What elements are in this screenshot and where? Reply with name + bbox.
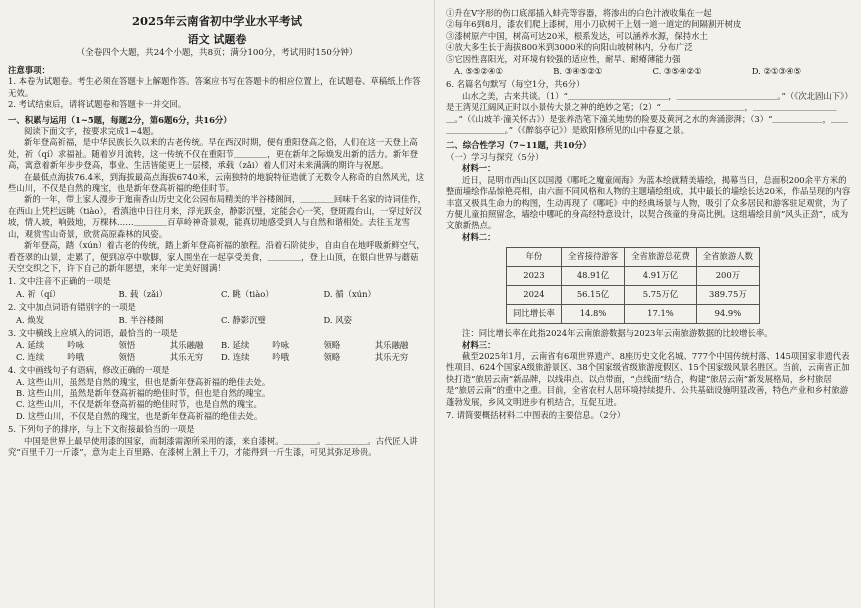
option-c: C. 眺（tiào） — [221, 288, 274, 299]
question-4-stem: 4. 文中画线句子有语病，修改正确的一项是 — [8, 365, 170, 376]
option-a: A. 这些山川，虽然是自然的瑰宝，但也是新年登高祈福的绝佳去处。 — [16, 376, 271, 387]
sentence-item: ②每年6到8月，漆农们爬上漆树，用小刀砍树干上划一道一道定的间隔割开树皮 — [446, 19, 742, 30]
table-cell: 同比增长率 — [507, 305, 562, 324]
table-header-cell: 年份 — [507, 248, 562, 267]
option-cell: A. 延续 — [16, 340, 45, 351]
option-d: D. ②①③④⑤ — [751, 66, 802, 77]
table-cell: 2024 — [507, 286, 562, 305]
passage-paragraph: 在最低点海拔76.4米，到海拔最高点海拔6740米，云南独特的地貌特征造就了无数令人称奇的自然风光，这些山川，不仅是自然的瑰宝，也是新年登高祈福的绝佳时节。 — [8, 171, 425, 194]
option-b: B. 半谷楼阁 — [118, 314, 164, 325]
question-1-options — [16, 289, 426, 300]
section1-heading: 一、积累与运用（1~5题，每题2分，第6题6分，共16分） — [8, 114, 232, 125]
option-cell: 其乐融融 — [169, 340, 204, 351]
option-cell: 吟咏 — [67, 340, 84, 351]
table-cell: 4.91万亿 — [625, 267, 697, 286]
option-c: C. ③⑤④②① — [652, 66, 702, 77]
table-cell: 48.91亿 — [561, 267, 624, 286]
question-2-stem: 2. 文中加点词语有错别字的一项是 — [8, 302, 136, 313]
page-divider — [434, 0, 435, 608]
option-c: C. 这些山川，不仅是新年登高祈福的绝佳时节，也是自然的瑰宝。 — [16, 399, 262, 410]
question-6-text: 山水之美，古来共谈。（1）“＿＿＿＿＿＿＿＿＿＿＿＿，＿＿＿＿＿＿＿＿＿＿＿＿。”（《次北固山下》）是王湾见江阔风正时以小景传大景之神的绝妙之笔；（2）“＿＿＿＿＿＿＿＿＿＿，＿＿＿＿＿＿＿＿＿＿＿。”（《山坡羊·潼关怀古》）是张养浩笔下潼关地势的险要及黄河之水的奔涌澎湃；（3）“＿＿＿＿＿＿，＿＿＿＿＿＿＿＿＿。”（《醉翁亭记》）是欧阳修所见的山中春夏之景。 — [446, 90, 849, 136]
table-row — [507, 286, 760, 305]
table-cell: 200万 — [696, 267, 759, 286]
table-note: 注：同比增长率在此指2024年云南旅游数据与2023年云南旅游数据的比较增长率。 — [462, 328, 773, 339]
option-cell: 其乐无穷 — [374, 351, 409, 362]
left-page — [8, 0, 426, 458]
question-6-stem: 6. 名篇名句默写（每空1分，共6分） — [446, 79, 585, 90]
question-2-options — [16, 315, 426, 326]
table-cell: 5.75万亿 — [625, 286, 697, 305]
table-cell: 56.15亿 — [561, 286, 624, 305]
question-5-text: 中国是世界上最早使用漆的国家，而制漆需源所采用的漆，来自漆树。＿＿＿＿。＿＿＿＿＿。古代匠人讲究“百里千刀一斤漆”，意为走上百里路、在漆树上割上千刀，才能得到一斤生漆，可见其弥足珍贵。 — [8, 435, 418, 457]
option-cell: 吟哦 — [272, 351, 289, 362]
passage-paragraph: 新的一年，带上家人漫步于迤南香山历史文化公园布局精美的半谷楼阁间，＿＿＿＿回味千名家的诗词佳作，在西山上凭栏远眺（tiào），看滇池中日往月来，浮光跃金，静影沉璧，定能会心一笑，登斑霞台山，一穿过好汉坡，情人坡，响鼓地，万棵林……＿＿＿＿百草岭神奇景观，能真切地感受到人与自然和谐相处。去往玉龙雪山，观赏雪山奇景，欣赏高原森林的风姿。 — [8, 194, 426, 239]
exam-subtitle: 语文 试题卷 — [187, 33, 247, 46]
note-item: 2. 考试结束后，请将试题卷和答题卡一并交回。 — [8, 99, 187, 110]
table-cell: 389.75万 — [696, 286, 759, 305]
question-3-options — [16, 340, 426, 363]
option-d: D. 这些山川，不仅是自然的瑰宝，也是新年登高祈福的绝佳去处。 — [16, 410, 263, 421]
table-cell: 2023 — [507, 267, 562, 286]
section2-subheading: （一）学习与探究（5分） — [446, 151, 544, 162]
option-a: A. 焕发 — [16, 314, 45, 325]
option-cell: 领悟 — [118, 340, 136, 351]
material-1-text: 近日，昆明市西山区以国漫《哪吒之魔童闹海》为蓝本绘就精美墙绘，揭幕当日，总面积200余平方米的整面墙绘作品惊艳亮相，由六面不同风格和人物的主题墙绘组成，其中最长的墙绘长达20米，作品呈现的内容丰富又极具生命力的构图，生动再现了《哪吒》中的经典场景与人物，吸引了众多居民和游客驻足观赏，为了方便儿童拍照留念，墙绘中哪吒的身高经特意设计，以契合孩童的身高比例。这组墙绘目前“风头正劲”，成为文旅新热点。 — [446, 174, 851, 231]
note-item: 1. 本卷为试题卷。考生必须在答题卡上解题作答。答案应书写在答题卡的相应位置上，在试题卷、草稿纸上作答无效。 — [8, 76, 421, 98]
option-cell: 吟咏 — [272, 340, 289, 351]
exam-title: 2025年云南省初中学业水平考试 — [131, 14, 302, 28]
table-cell: 14.8% — [561, 305, 624, 324]
option-b: B. ③④⑤②① — [553, 66, 603, 77]
notes-heading: 注意事项： — [8, 65, 50, 75]
question-3-stem: 3. 文中横线上应填入的词语，最恰当的一项是 — [8, 327, 178, 338]
option-cell: C. 连续 — [16, 351, 45, 362]
material-1-title: 材料一： — [462, 163, 496, 174]
tourism-data-table — [506, 247, 760, 324]
table-row — [507, 305, 760, 324]
option-cell: B. 延续 — [221, 340, 250, 351]
table-cell: 94.9% — [696, 305, 759, 324]
option-b: B. 载（zǎi） — [118, 288, 168, 299]
passage-paragraph: 新年登高，踏（xún）着古老的传统，踏上新年登高祈福的旅程。沿着石阶徒步，自由自在地呼吸新鲜空气，看苍翠的山景，走累了，便到凉亭中歇脚，家人围坐在一起享受美食，＿＿＿＿，登上山顶，在银白世界与蘑菇天空交织之下，许下自己的新年愿望，来年一定美好圆满！ — [8, 240, 425, 273]
table-header-cell: 全省旅游人数 — [696, 248, 759, 267]
material-2-title: 材料二： — [462, 231, 496, 242]
option-cell: 领略 — [323, 340, 341, 351]
option-a: A. 祈（qí） — [16, 288, 61, 299]
option-cell: 吟哦 — [67, 351, 84, 362]
option-cell: 领悟 — [118, 351, 136, 362]
section2-heading: 二、综合性学习（7~11题，共10分） — [446, 140, 592, 151]
option-a: A. ⑤⑤②④① — [454, 66, 503, 77]
option-cell: 其乐无穷 — [169, 351, 204, 362]
table-header-row — [507, 248, 760, 267]
option-cell: 领略 — [323, 351, 341, 362]
sentence-item: ①升在V字形的伤口底部插入蚌壳等容器，将渗出的白色汁液收集在一起 — [446, 8, 712, 18]
question-1-stem: 1. 文中注音不正确的一项是 — [8, 276, 111, 287]
table-cell: 17.1% — [625, 305, 697, 324]
right-page — [446, 0, 851, 421]
option-c: C. 静影沉璧 — [221, 314, 266, 325]
question-5-stem: 5. 下列句子的排序，与上下文衔接最恰当的一项是 — [8, 424, 195, 435]
option-cell: D. 连续 — [221, 351, 250, 362]
sentence-item: ④放大多生长于海拔800米到3000米的向阳山坡树林内，分布广泛 — [446, 42, 693, 53]
passage-paragraph: 新年登高祈福，是中华民族长久以来的古老传统。早在西汉时期，便有重阳登高之俗，人们在这一天登上高处，祈（qí）求福祉。随着岁月流转，这一传统不仅在重阳节＿＿＿＿，更在新年之际焕发出新的活力。新年登高，寓意着新年步步登高，事业、生活皆能更上一层楼，承载（zǎi）着人们对未来满满的期许与祝愿。 — [8, 137, 419, 171]
option-b: B. 这些山川，虽然是新年登高祈福的绝佳时节，但也是自然的瑰宝。 — [16, 387, 271, 398]
material-3-title: 材料三： — [462, 339, 496, 350]
sentence-item: ⑤它因性喜阳光，对环境有较强的适应性，耐旱、耐瘠薄能力强 — [446, 53, 681, 64]
table-header-cell: 全省接待游客 — [561, 248, 624, 267]
option-d: D. 风姿 — [323, 314, 352, 325]
exam-info: （全卷四个大题，共24个小题，共8页；满分100分，考试用时150分钟） — [76, 48, 358, 58]
sentence-item: ③漆树原产中国，树高可达20米，根系发达，可以涵养水源，保持水土 — [446, 30, 708, 41]
material-3-text: 截至2025年1月，云南省有6项世界遗产、8座历史文化名城、777个中国传统村落、145项国家非遗代表性项目、624个国家A级旅游景区、38个国家级省级旅游度假区、15个国家级风景名胜区。当前，云南省正加快打造“旅居云南”新品牌，以线串点、以点带面，“点线面”结合，构建“旅居云南”新发展格局，乡村旅居是“旅居云南”的重中之重。目前，全省农村人居环境持续提升、公共基础设施明显改善，特色产业和乡村旅游蓬勃发展，乡风文明进步有机结合，互促互进。 — [446, 350, 850, 407]
question-7-stem: 7. 请简要概括材料二中图表的主要信息。（2分） — [446, 409, 626, 420]
table-row — [507, 267, 760, 286]
option-d: D. 循（xún） — [323, 288, 376, 299]
option-cell: 其乐融融 — [374, 340, 409, 351]
section1-intro: 阅读下面文字，按要求完成1~4题。 — [24, 126, 159, 137]
table-header-cell: 全省旅游总花费 — [625, 248, 697, 267]
question-5-options — [454, 66, 851, 77]
